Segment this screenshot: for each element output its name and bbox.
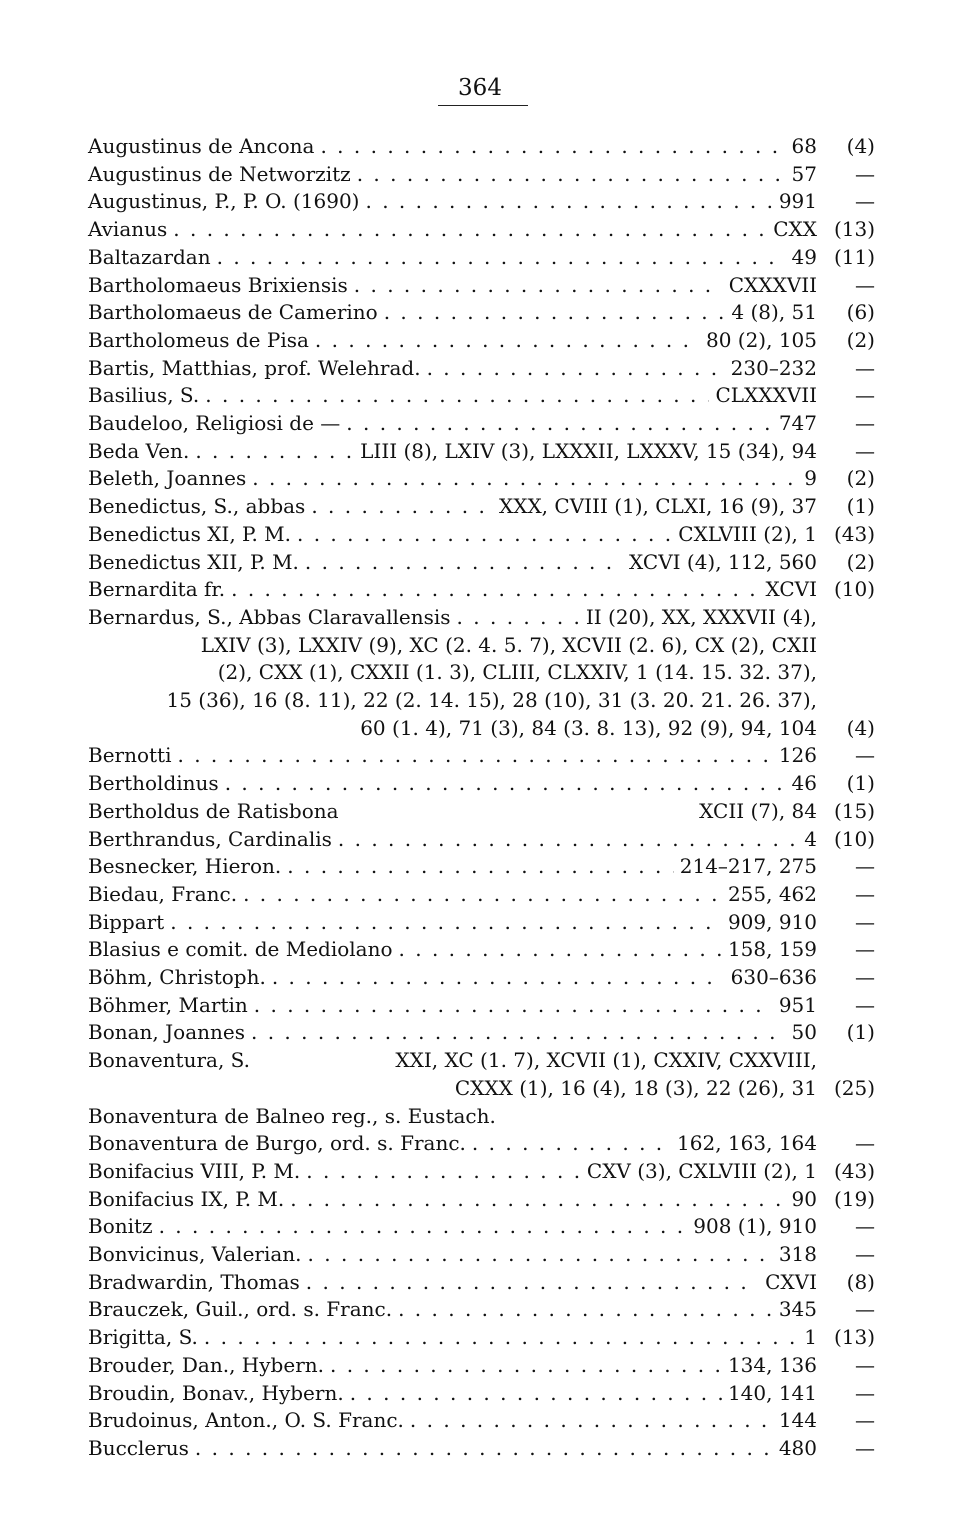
entry-name: Broudin, Bonav., Hybern.: [88, 1380, 344, 1405]
entry-count: —: [855, 355, 875, 380]
entry-name: Böhm, Christoph.: [88, 965, 266, 989]
index-entry: [88, 1019, 875, 1047]
entry-name: Benedictus, S., abbas: [88, 494, 306, 519]
entry-name: Besnecker, Hieron.: [88, 854, 282, 879]
entry-count: (13): [833, 217, 875, 242]
entry-name: Bertholdus de Ratisbona: [88, 798, 339, 823]
entry-count: (2): [846, 549, 875, 574]
entry-references: XCII (7), 84: [699, 798, 817, 823]
entry-references: (2), CXX (1), CXXII (1. 3), CLIII, CLXXIV, 1 (14. 15. 32. 37),: [217, 660, 817, 685]
entry-count: —: [855, 383, 875, 408]
dot-leader: [344, 1380, 722, 1408]
entry-count: (43): [833, 521, 875, 546]
dot-leader: [359, 188, 772, 216]
dot-leader: [246, 465, 798, 493]
dot-leader: [348, 272, 723, 300]
entry-count: (43): [833, 1158, 875, 1183]
dot-leader: [340, 410, 773, 438]
index-entry: [88, 936, 875, 964]
entry-references: 909, 910: [727, 909, 817, 934]
entry-references: XCVI (4), 112, 560: [629, 549, 817, 574]
entry-references: 49: [791, 244, 817, 269]
entry-name: Bonifacius IX, P. M.: [88, 1186, 285, 1211]
dot-leader: [309, 327, 700, 355]
dot-leader: [302, 1241, 773, 1269]
entry-references: 50: [791, 1020, 817, 1045]
entry-name: Avianus: [88, 217, 168, 242]
dot-leader: [266, 964, 725, 992]
entry-references: XXI, XC (1. 7), XCVII (1), CXXIV, CXXVIII,: [395, 1048, 817, 1073]
index-entry: [88, 438, 875, 466]
index-entry: [88, 1158, 875, 1186]
entry-count: —: [855, 1297, 875, 1322]
index-entry: [88, 1269, 875, 1297]
entry-references: LXIV (3), LXXIV (9), XC (2. 4. 5. 7), XCVII (2. 6), CX (2), CXII: [200, 632, 817, 657]
entry-name: Bonifacius VIII, P. M.: [88, 1158, 301, 1183]
entry-name: Bernotti: [88, 743, 172, 768]
index-entry: [88, 1407, 875, 1435]
entry-references: 480: [778, 1435, 817, 1460]
entry-references: 4 (8), 51: [731, 300, 817, 325]
entry-references: 126: [778, 743, 817, 768]
entry-references: 162, 163, 164: [677, 1131, 817, 1156]
entry-count: (11): [833, 244, 875, 269]
entry-name: Bertholdinus: [88, 771, 219, 796]
entry-name: Bernardita fr.: [88, 577, 226, 602]
entry-count: —: [855, 438, 875, 463]
dot-leader: [393, 936, 722, 964]
entry-name: Blasius e comit. de Mediolano: [88, 937, 393, 962]
entry-references: XCVI: [765, 577, 817, 602]
index-entry: [88, 853, 875, 881]
dot-leader: [153, 1213, 688, 1241]
entry-references: 158, 159: [727, 937, 817, 962]
index-entry: [88, 133, 875, 161]
index-entry: [88, 521, 875, 549]
entry-count: (15): [833, 798, 875, 823]
index-entry: [88, 216, 875, 244]
entry-count: —: [855, 1408, 875, 1433]
entry-count: (6): [846, 300, 875, 325]
index-entry: [88, 327, 875, 355]
entry-name: Basilius, S.: [88, 383, 200, 408]
dot-leader: [421, 355, 725, 383]
entry-references: 90: [791, 1186, 817, 1211]
index-entry: [88, 1213, 875, 1241]
entry-name: Augustinus de Networzitz: [88, 161, 351, 186]
entry-count: —: [855, 743, 875, 768]
entry-name: Beleth, Joannes: [88, 466, 247, 491]
entry-references: 57: [791, 161, 817, 186]
entry-references: 144: [778, 1408, 817, 1433]
entry-count: —: [855, 1435, 875, 1460]
entry-references: CXX: [773, 217, 817, 242]
dot-leader: [351, 161, 786, 189]
entry-name: Bucclerus: [88, 1435, 189, 1460]
entry-count: —: [855, 881, 875, 906]
dot-leader: [404, 1407, 773, 1435]
index-entry: [88, 299, 875, 327]
entry-count: —: [855, 1214, 875, 1239]
entry-count: (1): [846, 494, 875, 519]
index-entry: [88, 881, 875, 909]
entry-count: —: [855, 937, 875, 962]
entry-count: —: [855, 992, 875, 1017]
index-entry: [88, 355, 875, 383]
entry-name: Bartholomaeus de Camerino: [88, 300, 378, 325]
entry-name: Brauczek, Guil., ord. s. Franc.: [88, 1297, 393, 1322]
index-entry: [88, 1324, 875, 1352]
entry-count: (4): [846, 134, 875, 158]
page-number: 364: [458, 75, 502, 101]
page-number-rule: [438, 105, 528, 106]
index-entry: [88, 1241, 875, 1269]
index-entry-continuation: [131, 687, 875, 715]
index-entry: [88, 410, 875, 438]
entry-name: Bonaventura de Burgo, ord. s. Franc.: [88, 1131, 466, 1156]
entry-name: Bartholomaeus Brixiensis: [88, 272, 348, 297]
dot-leader: [245, 1019, 786, 1047]
entry-count: (1): [846, 1020, 875, 1045]
dot-leader: [189, 438, 354, 466]
entry-name: Böhmer, Martin: [88, 992, 248, 1017]
entry-count: (13): [833, 1325, 875, 1350]
index-entry: [88, 1352, 875, 1380]
entry-references: CXXXVII: [728, 272, 817, 297]
index-entry: [88, 272, 875, 300]
index-entry: [88, 576, 875, 604]
entry-count: (10): [833, 826, 875, 851]
index-entry: [88, 770, 875, 798]
entry-references: 747: [778, 411, 817, 435]
index-entry: [88, 909, 875, 937]
entry-references: 4: [804, 826, 817, 851]
entry-references: 230–232: [730, 355, 817, 380]
entry-count: —: [855, 1131, 875, 1156]
index-entry: [88, 493, 875, 521]
index-entry: [88, 1130, 875, 1158]
entry-name: Bartis, Matthias, prof. Welehrad.: [88, 355, 421, 380]
entry-name: Benedictus XII, P. M.: [88, 549, 299, 574]
entry-name: Baltazardan: [88, 244, 211, 269]
entry-name: Bonan, Joannes: [88, 1020, 245, 1045]
entry-references: CXLVIII (2), 1: [678, 521, 817, 546]
entry-references: CXXX (1), 16 (4), 18 (3), 22 (26), 31: [454, 1075, 817, 1100]
entry-name: Brigitta, S.: [88, 1325, 198, 1350]
entry-references: 214–217, 275: [679, 854, 817, 879]
index-entry: [88, 1435, 875, 1463]
entry-count: —: [855, 1242, 875, 1266]
index-entry: [88, 1103, 875, 1131]
dot-leader: [451, 604, 580, 632]
entry-references: 951: [778, 992, 817, 1017]
entry-name: Biedau, Franc.: [88, 881, 238, 906]
index-entry: [88, 1047, 875, 1075]
entry-references: 345: [778, 1297, 817, 1322]
entry-references: CLXXXVII: [715, 383, 817, 408]
entry-name: Augustinus de Ancona: [88, 134, 315, 158]
entry-references: 255, 462: [727, 881, 817, 906]
entry-count: —: [855, 909, 875, 934]
dot-leader: [378, 299, 726, 327]
dot-leader: [466, 1130, 671, 1158]
index-entry: [88, 992, 875, 1020]
entry-count: (4): [846, 715, 875, 740]
index-entry-continuation: [131, 659, 875, 687]
entry-name: Bonaventura, S.: [88, 1048, 251, 1073]
entry-references: 80 (2), 105: [705, 327, 817, 352]
entry-references: II (20), XX, XXXVII (4),: [585, 604, 817, 629]
entry-references: 140, 141: [727, 1380, 817, 1405]
dot-leader: [237, 881, 722, 909]
entry-references: XXX, CVIII (1), CLXI, 16 (9), 37: [498, 494, 817, 519]
dot-leader: [211, 244, 786, 272]
entry-references: 9: [804, 466, 817, 491]
index-entry: [88, 742, 875, 770]
entry-name: Brouder, Dan., Hybern.: [88, 1352, 324, 1377]
index-entry: [88, 244, 875, 272]
entry-references: 68: [791, 134, 817, 158]
dot-leader: [281, 853, 673, 881]
index-entry: [88, 161, 875, 189]
entry-count: (8): [846, 1269, 875, 1294]
index-entry: [88, 465, 875, 493]
dot-leader: [225, 576, 759, 604]
index-entry: [88, 1380, 875, 1408]
entry-name: Bradwardin, Thomas: [88, 1269, 300, 1294]
dot-leader: [300, 1158, 581, 1186]
entry-name: Berthrandus, Cardinalis: [88, 826, 332, 851]
dot-leader: [284, 1186, 785, 1214]
entry-references: 60 (1. 4), 71 (3), 84 (3. 8. 13), 92 (9), 94, 104: [360, 715, 817, 740]
entry-count: (19): [833, 1186, 875, 1211]
index-entry: [88, 1296, 875, 1324]
index-entry-continuation: [131, 715, 875, 743]
index-entry: [88, 188, 875, 216]
entry-references: 1: [804, 1325, 817, 1350]
index-entry: [88, 604, 875, 632]
entry-references: CXVI: [765, 1269, 817, 1294]
entry-name: Bartholomeus de Pisa: [88, 327, 309, 352]
dot-leader: [314, 133, 785, 161]
dot-leader: [392, 1296, 773, 1324]
entry-references: 15 (36), 16 (8. 11), 22 (2. 14. 15), 28 (10), 31 (3. 20. 21. 26. 37),: [166, 688, 817, 712]
entry-count: (2): [846, 466, 875, 491]
dot-leader: [167, 216, 767, 244]
entry-name: Bippart: [88, 909, 165, 934]
dot-leader: [332, 826, 798, 854]
entry-references: CXV (3), CXLVIII (2), 1: [586, 1158, 817, 1183]
index-entry-continuation: [131, 1075, 875, 1103]
index-entry: [88, 798, 875, 826]
entry-name: Bonvicinus, Valerian.: [88, 1242, 302, 1266]
dot-leader: [305, 493, 493, 521]
entry-count: —: [855, 1380, 875, 1405]
dot-leader: [189, 1435, 773, 1463]
entry-name: Baudeloo, Religiosi de —: [88, 411, 341, 435]
entry-count: —: [855, 411, 875, 435]
dot-leader: [248, 992, 773, 1020]
index-entry: [88, 1186, 875, 1214]
entry-references: 318: [778, 1242, 817, 1266]
dot-leader: [324, 1352, 722, 1380]
dot-leader: [300, 1269, 759, 1297]
dot-leader: [172, 742, 773, 770]
entry-name: Bernardus, S., Abbas Claravallensis: [88, 604, 451, 629]
index-entry: [88, 382, 875, 410]
index-entry: [88, 549, 875, 577]
entry-count: —: [855, 854, 875, 879]
entry-name: Bonaventura de Balneo reg., s. Eustach.: [88, 1103, 496, 1128]
entry-references: 908 (1), 910: [693, 1214, 817, 1239]
entry-count: —: [855, 272, 875, 297]
entry-name: Beda Ven.: [88, 438, 190, 463]
entry-count: (1): [846, 771, 875, 796]
index-entry: [88, 826, 875, 854]
entry-references: 134, 136: [727, 1352, 817, 1377]
dot-leader: [219, 770, 786, 798]
entry-count: —: [855, 965, 875, 989]
index-entry: [88, 964, 875, 992]
entry-name: Augustinus, P., P. O. (1690): [88, 189, 360, 214]
entry-name: Benedictus XI, P. M.: [88, 521, 291, 546]
entry-name: Bonitz: [88, 1214, 153, 1239]
entry-references: 46: [791, 771, 817, 796]
dot-leader: [198, 1324, 798, 1352]
entry-count: —: [855, 1352, 875, 1377]
dot-leader: [299, 549, 623, 577]
entry-count: —: [855, 161, 875, 186]
entry-references: 991: [778, 189, 817, 214]
dot-leader: [291, 521, 672, 549]
dot-leader: [199, 382, 709, 410]
dot-leader: [164, 909, 722, 937]
entry-references: 630–636: [730, 965, 817, 989]
entry-count: (2): [846, 327, 875, 352]
entry-count: —: [855, 189, 875, 214]
entry-count: (10): [833, 577, 875, 602]
entry-references: LIII (8), LXIV (3), LXXXII, LXXXV, 15 (34), 94: [360, 438, 817, 463]
entry-name: Brudoinus, Anton., O. S. Franc.: [88, 1408, 404, 1433]
index-entry-continuation: [131, 632, 875, 660]
entry-count: (25): [833, 1075, 875, 1100]
